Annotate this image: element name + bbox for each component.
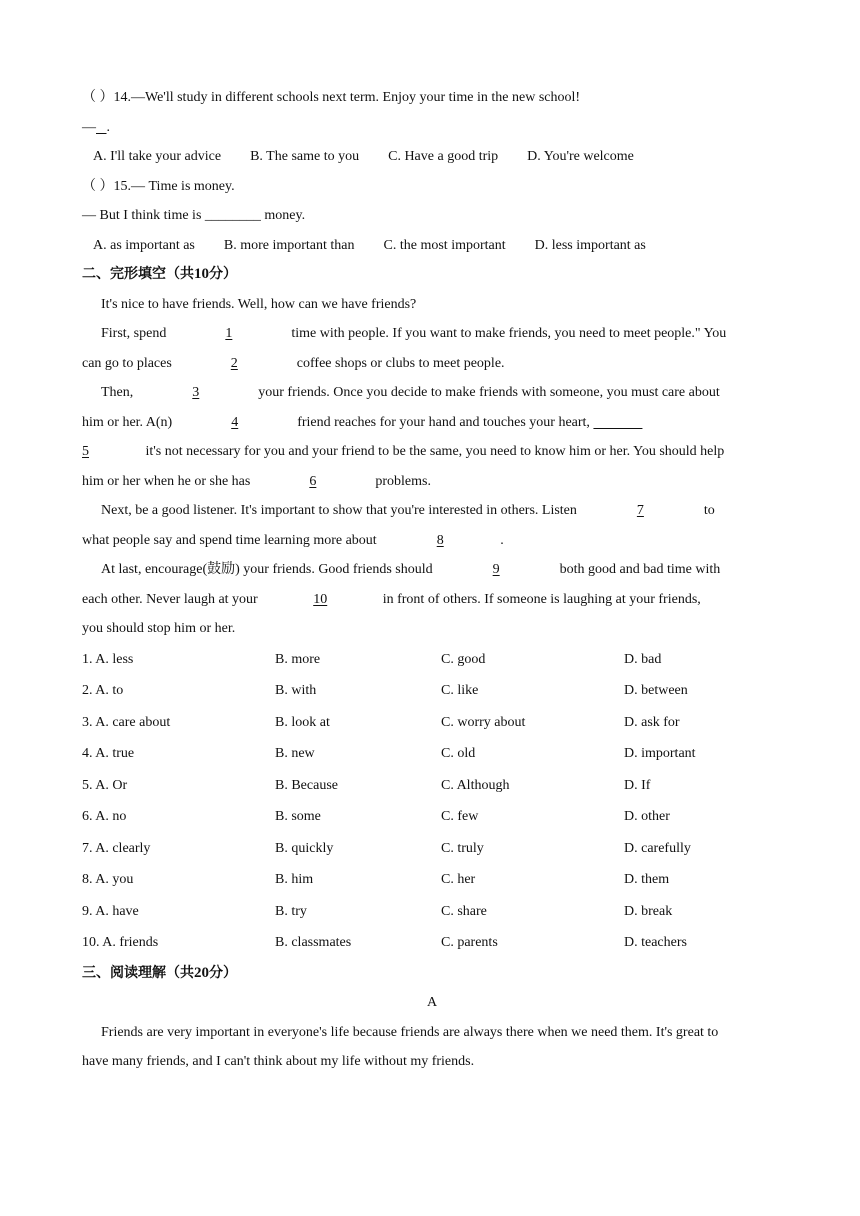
choice-d: D. teachers bbox=[624, 935, 687, 951]
exam-page bbox=[82, 83, 782, 1077]
cloze-paragraph-3-line-4 bbox=[82, 467, 782, 497]
reading-paragraph-line-2 bbox=[82, 1047, 782, 1077]
section-3-heading bbox=[82, 959, 782, 989]
cloze-blank-5-line bbox=[593, 408, 653, 437]
text: you should stop him or her. bbox=[82, 621, 236, 636]
choice-row-1 bbox=[82, 644, 782, 676]
choice-c: C. few bbox=[441, 809, 479, 825]
text: problems. bbox=[371, 473, 431, 489]
choice-c: C. good bbox=[441, 651, 486, 667]
section-2-heading bbox=[82, 260, 782, 290]
choice-c: C. truly bbox=[441, 840, 484, 856]
text: to bbox=[700, 503, 715, 518]
question-14-options bbox=[82, 142, 782, 172]
choice-c: C. like bbox=[441, 683, 479, 699]
cloze-blank-9: 9 bbox=[492, 562, 500, 577]
question-15-options bbox=[82, 231, 782, 261]
heading-score: 10 bbox=[194, 266, 209, 282]
cloze-paragraph-4-line-2 bbox=[82, 526, 782, 556]
choice-row-5 bbox=[82, 770, 782, 802]
text: First, spend bbox=[101, 326, 170, 341]
cloze-blank-8: 8 bbox=[436, 532, 444, 548]
heading-text: 分） bbox=[209, 964, 237, 981]
cloze-paragraph-2-line-1 bbox=[82, 319, 782, 349]
text: Then, bbox=[101, 385, 137, 400]
option-b: B. The same to you bbox=[250, 149, 360, 164]
cloze-blank-5: 5 bbox=[82, 444, 89, 459]
answer-paren: （ ） bbox=[82, 90, 114, 105]
choice-row-2 bbox=[82, 675, 782, 707]
choice-b: B. some bbox=[275, 809, 321, 825]
cloze-paragraph-3-line-1 bbox=[82, 378, 782, 408]
choice-c: C. parents bbox=[441, 935, 498, 951]
choice-b: B. try bbox=[275, 903, 307, 919]
text: time with people. If you want to make friends, you need to meet people." You bbox=[287, 326, 727, 341]
text: Next, be a good listener. It's important to show that you're interested in others. Listen bbox=[101, 503, 581, 518]
choice-b: B. with bbox=[275, 683, 317, 699]
cloze-paragraph-3-line-3 bbox=[82, 437, 782, 467]
choice-c: C. Although bbox=[441, 777, 510, 793]
option-c: C. the most important bbox=[383, 237, 506, 253]
choice-a: 8. A. you bbox=[82, 872, 134, 888]
question-15-line2 bbox=[82, 201, 782, 231]
choice-a: 1. A. less bbox=[82, 651, 134, 667]
text: in front of others. If someone is laughing at your friends, bbox=[379, 591, 701, 607]
choice-row-4 bbox=[82, 738, 782, 770]
option-b: B. more important than bbox=[223, 237, 355, 253]
choice-row-10 bbox=[82, 927, 782, 959]
choice-d: D. carefully bbox=[624, 840, 691, 856]
text: have many friends, and I can't think about my life without my friends. bbox=[82, 1054, 475, 1069]
choice-d: D. ask for bbox=[624, 714, 680, 730]
choice-c: C. old bbox=[441, 746, 476, 762]
choice-b: B. him bbox=[275, 872, 314, 888]
cloze-paragraph-1 bbox=[82, 290, 782, 320]
choice-row-6 bbox=[82, 801, 782, 833]
question-text: 14.—We'll study in different schools next term. Enjoy your time in the new school! bbox=[113, 90, 581, 105]
choice-b: B. quickly bbox=[275, 840, 334, 856]
dash: — bbox=[82, 119, 96, 135]
answer-blank bbox=[96, 113, 107, 142]
answer-blank: ________ bbox=[204, 208, 261, 223]
choice-b: B. new bbox=[275, 746, 315, 762]
cloze-paragraph-3-line-2 bbox=[82, 408, 782, 438]
cloze-paragraph-4-line-1 bbox=[82, 496, 782, 526]
text: At last, encourage(鼓励) your friends. Good friends should bbox=[101, 562, 437, 577]
cloze-blank-1: 1 bbox=[225, 326, 233, 341]
choice-d: D. bad bbox=[624, 651, 662, 667]
text: what people say and spend time learning more about bbox=[82, 532, 381, 548]
text: It's nice to have friends. Well, how can we have friends? bbox=[101, 296, 417, 312]
cloze-choices bbox=[82, 644, 782, 959]
text: money. bbox=[260, 208, 306, 223]
option-d: D. less important as bbox=[534, 237, 646, 253]
text: him or her when he or she has bbox=[82, 473, 254, 489]
cloze-blank-6: 6 bbox=[309, 473, 317, 489]
choice-a: 3. A. care about bbox=[82, 714, 171, 730]
choice-d: D. them bbox=[624, 872, 670, 888]
choice-row-9 bbox=[82, 896, 782, 928]
choice-b: B. more bbox=[275, 651, 321, 667]
choice-d: D. important bbox=[624, 746, 696, 762]
text: can go to places bbox=[82, 355, 176, 371]
cloze-blank-7: 7 bbox=[636, 503, 644, 518]
heading-text: 二、完形填空（共 bbox=[82, 266, 194, 282]
choice-a: 5. A. Or bbox=[82, 777, 128, 793]
text: friend reaches for your hand and touches your heart, bbox=[293, 414, 594, 430]
text: your friends. Once you decide to make friends with someone, you must care about bbox=[254, 385, 720, 400]
cloze-blank-4: 4 bbox=[231, 414, 239, 430]
cloze-paragraph-2-line-2 bbox=[82, 349, 782, 379]
question-text: 15.— Time is money. bbox=[113, 178, 235, 194]
choice-d: D. between bbox=[624, 683, 688, 699]
cloze-paragraph-5-line-2 bbox=[82, 585, 782, 615]
cloze-blank-3: 3 bbox=[192, 385, 200, 400]
question-14-answer-line bbox=[82, 113, 782, 143]
text: — But I think time is bbox=[82, 208, 205, 223]
option-a: A. as important as bbox=[93, 237, 195, 253]
text: it's not necessary for you and your friend to be the same, you need to know him or her. You should help bbox=[142, 444, 725, 459]
choice-a: 9. A. have bbox=[82, 903, 139, 919]
text: coffee shops or clubs to meet people. bbox=[293, 355, 505, 371]
choice-b: B. classmates bbox=[275, 935, 352, 951]
choice-b: B. look at bbox=[275, 714, 330, 730]
choice-row-8 bbox=[82, 864, 782, 896]
text: . bbox=[500, 532, 504, 548]
heading-text: 三、阅读理解（共 bbox=[82, 964, 194, 981]
choice-a: 2. A. to bbox=[82, 683, 124, 699]
reading-paragraph-line-1 bbox=[82, 1018, 782, 1048]
choice-a: 4. A. true bbox=[82, 746, 135, 762]
text: both good and bad time with bbox=[556, 562, 721, 577]
option-a: A. I'll take your advice bbox=[93, 149, 222, 164]
choice-c: C. her bbox=[441, 872, 476, 888]
heading-text: 分） bbox=[209, 266, 237, 282]
cloze-paragraph-5-line-1 bbox=[82, 555, 782, 585]
choice-c: C. share bbox=[441, 903, 487, 919]
cloze-blank-2: 2 bbox=[230, 355, 238, 371]
cloze-blank-10: 10 bbox=[313, 591, 328, 607]
period: . bbox=[106, 119, 110, 135]
question-14-stem bbox=[82, 83, 782, 113]
choice-a: 10. A. friends bbox=[82, 935, 159, 951]
choice-a: 7. A. clearly bbox=[82, 840, 151, 856]
cloze-paragraph-5-line-3 bbox=[82, 614, 782, 644]
text: him or her. A(n) bbox=[82, 414, 176, 430]
choice-a: 6. A. no bbox=[82, 809, 127, 825]
choice-d: D. If bbox=[624, 777, 651, 793]
option-d: D. You're welcome bbox=[527, 149, 634, 164]
heading-score: 20 bbox=[194, 964, 209, 981]
choice-d: D. break bbox=[624, 903, 673, 919]
choice-d: D. other bbox=[624, 809, 670, 825]
option-c: C. Have a good trip bbox=[388, 149, 499, 164]
text: each other. Never laugh at your bbox=[82, 591, 262, 607]
question-15-stem bbox=[82, 172, 782, 202]
answer-paren: （ ） bbox=[82, 178, 114, 194]
choice-row-7 bbox=[82, 833, 782, 865]
choice-b: B. Because bbox=[275, 777, 338, 793]
choice-c: C. worry about bbox=[441, 714, 526, 730]
passage-label: A bbox=[426, 995, 438, 1010]
choice-row-3 bbox=[82, 707, 782, 739]
text: Friends are very important in everyone's life because friends are always there when we need them. It's great to bbox=[101, 1024, 719, 1040]
